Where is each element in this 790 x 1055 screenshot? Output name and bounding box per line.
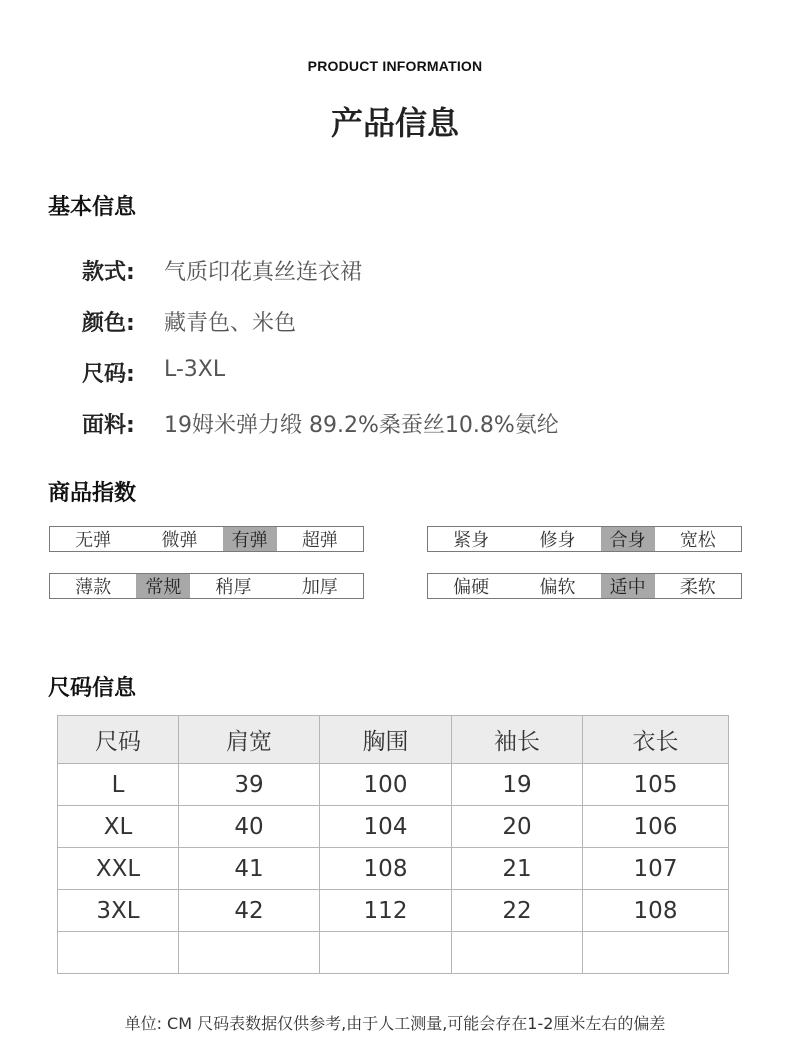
- page-title: 产品信息: [330, 104, 459, 142]
- table-cell: [452, 932, 583, 974]
- index-option-selected: 适中: [601, 574, 655, 598]
- info-key: 颜色:: [82, 311, 135, 336]
- size-info-title: 尺码信息: [48, 676, 137, 701]
- index-option: 稍厚: [215, 577, 252, 598]
- table-header-row: [58, 716, 729, 764]
- info-row-fabric: [82, 408, 559, 439]
- table-cell: 21: [452, 848, 583, 890]
- table-cell: [58, 932, 179, 974]
- index-option: 薄款: [75, 577, 112, 598]
- index-option: 超弹: [301, 530, 338, 551]
- index-elasticity: [49, 526, 364, 552]
- index-option: 紧身: [453, 530, 490, 551]
- table-cell: [320, 932, 452, 974]
- info-row-style: [82, 255, 362, 286]
- index-option: 加厚: [301, 577, 338, 598]
- index-option: 偏硬: [453, 577, 490, 598]
- info-key: 尺码:: [82, 362, 135, 387]
- index-option: 宽松: [679, 530, 716, 551]
- info-value: 气质印花真丝连衣裙: [164, 260, 363, 285]
- info-value: 藏青色、米色: [164, 311, 297, 336]
- section-en-title: PRODUCT INFORMATION: [307, 58, 483, 74]
- table-cell: 105: [583, 764, 729, 806]
- info-key: 款式:: [82, 260, 135, 285]
- index-option-selected: 常规: [136, 574, 190, 598]
- table-cell: 22: [452, 890, 583, 932]
- column-header: 肩宽: [179, 716, 320, 764]
- table-cell: 41: [179, 848, 320, 890]
- table-cell: 42: [179, 890, 320, 932]
- table-cell: XXL: [58, 848, 179, 890]
- size-table: [57, 715, 729, 974]
- index-option: 微弹: [161, 530, 198, 551]
- index-softness: [427, 573, 742, 599]
- column-header: 衣长: [583, 716, 729, 764]
- info-row-size: [82, 357, 225, 388]
- index-fit: [427, 526, 742, 552]
- table-cell: 112: [320, 890, 452, 932]
- table-cell: 19: [452, 764, 583, 806]
- table-row: [58, 764, 729, 806]
- index-option-selected: 有弹: [223, 527, 277, 551]
- table-cell: 108: [583, 890, 729, 932]
- table-cell: 20: [452, 806, 583, 848]
- table-cell: 106: [583, 806, 729, 848]
- product-index-title: 商品指数: [48, 481, 137, 506]
- table-row-empty: [58, 932, 729, 974]
- index-thickness: [49, 573, 364, 599]
- table-cell: 100: [320, 764, 452, 806]
- table-row: [58, 806, 729, 848]
- info-key: 面料:: [82, 413, 135, 438]
- basic-info-title: 基本信息: [48, 195, 137, 220]
- table-cell: XL: [58, 806, 179, 848]
- table-cell: L: [58, 764, 179, 806]
- index-option-selected: 合身: [601, 527, 655, 551]
- table-cell: 107: [583, 848, 729, 890]
- info-value: L-3XL: [164, 357, 226, 382]
- info-row-color: [82, 306, 296, 337]
- index-option: 修身: [539, 530, 576, 551]
- table-row: [58, 848, 729, 890]
- table-cell: 39: [179, 764, 320, 806]
- size-note: 单位: CM 尺码表数据仅供参考,由于人工测量,可能会存在1-2厘米左右的偏差: [124, 1014, 666, 1033]
- column-header: 胸围: [320, 716, 452, 764]
- table-cell: 40: [179, 806, 320, 848]
- table-row: [58, 890, 729, 932]
- table-cell: 104: [320, 806, 452, 848]
- table-cell: [179, 932, 320, 974]
- index-option: 偏软: [539, 577, 576, 598]
- index-option: 柔软: [679, 577, 716, 598]
- table-cell: [583, 932, 729, 974]
- index-option: 无弹: [75, 530, 112, 551]
- column-header: 尺码: [58, 716, 179, 764]
- table-cell: 3XL: [58, 890, 179, 932]
- info-value: 19姆米弹力缎 89.2%桑蚕丝10.8%氨纶: [164, 413, 559, 438]
- table-cell: 108: [320, 848, 452, 890]
- column-header: 袖长: [452, 716, 583, 764]
